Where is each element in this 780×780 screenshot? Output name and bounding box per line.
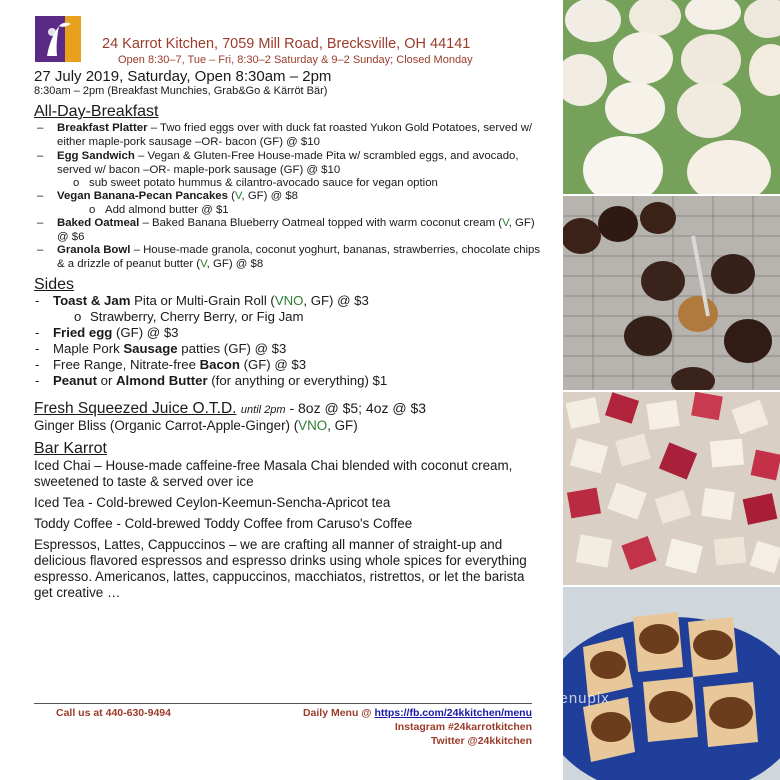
header-title: 24 Karrot Kitchen, 7059 Mill Road, Brecksville, OH 44141: [102, 36, 471, 52]
item-desc: Free Range, Nitrate-free: [53, 357, 200, 372]
item-desc: Ginger Bliss (Organic Carrot-Apple-Ginger) (: [34, 418, 299, 433]
juice-until: until 2pm: [240, 404, 286, 416]
photo-strip: [563, 0, 780, 780]
item-desc: - Cold-brewed Toddy Coffee from Caruso's Coffee: [112, 516, 413, 531]
service-hours: 8:30am – 2pm (Breakfast Munchies, Grab&Go & Kärröt Bär): [34, 85, 328, 97]
menu-subitem-almond-butter: o Add almond butter @ $1: [89, 204, 229, 216]
juice-heading: [34, 400, 426, 418]
twitter-handle: Twitter @24kkitchen: [430, 735, 532, 747]
menu-item-nut-butter: - Peanut or Almond Butter (for anything or everything) $1: [35, 373, 388, 388]
item-name: Granola Bowl: [57, 244, 131, 256]
item-desc: or: [96, 373, 117, 388]
item-name: Breakfast Platter: [57, 122, 148, 134]
item-name: Toddy Coffee: [34, 516, 113, 531]
item-desc: – Vegan & Gluten-Free House-made Pita w/ scrambled eggs, and avocado, served w/ bacon –OR- maple-pork sausage (GF) @ $10: [57, 150, 519, 176]
section-title-bar: Bar Karrot: [34, 440, 107, 457]
section-title-juice: Fresh Squeezed Juice O.T.D.: [34, 400, 237, 417]
section-title-breakfast: All-Day-Breakfast: [34, 103, 159, 120]
item-desc: Pita or Multi-Grain Roll (: [130, 293, 275, 308]
menu-item-pancakes: – Vegan Banana-Pecan Pancakes (V, GF) @ $8: [37, 190, 298, 202]
instagram-handle: Instagram #24karrotkitchen: [394, 721, 532, 733]
item-price: , GF) @ $8: [206, 257, 264, 270]
footer-phone: Call us at 440-630-9494: [56, 707, 171, 719]
eggs-photo: [563, 0, 780, 194]
item-desc: (: [227, 190, 235, 202]
item-desc: – Baked Banana Blueberry Oatmeal topped with warm coconut cream (: [139, 217, 503, 229]
menu-item-granola-bowl: – Granola Bowl – House-made granola, coconut yoghurt, bananas, strawberries, chocolate chips & a drizzle of peanut butter (V, GF) @ $8: [37, 244, 541, 270]
carrot-logo-icon: [35, 16, 81, 62]
item-desc: , GF): [327, 418, 358, 433]
item-name: Espressos, Lattes, Cappuccinos: [34, 537, 226, 552]
menu-item-toast-jam: - Toast & Jam Pita or Multi-Grain Roll (VNO, GF) @ $3: [35, 293, 369, 308]
menu-item-egg-sandwich: – Egg Sandwich – Vegan & Gluten-Free House-made Pita w/ scrambled eggs, and avocado, served w/ bacon –OR- maple-pork sausage (GF) @ $10: [37, 150, 519, 176]
item-price: patties (GF) @ $3: [177, 341, 287, 356]
item-price: , GF) @ $6: [57, 217, 535, 243]
item-price: (GF) @ $3: [112, 325, 179, 340]
opening-hours: Open 8:30–7, Tue – Fri, 8:30–2 Saturday & 9–2 Sunday; Closed Monday: [118, 54, 473, 66]
item-desc: – House-made caffeine-free Masala Chai blended with coconut cream, sweetened to taste & served over ice: [34, 458, 513, 489]
menu-item-baked-oatmeal: – Baked Oatmeal – Baked Banana Blueberry Oatmeal topped with warm coconut cream (V, GF) @ $6: [37, 217, 535, 243]
item-desc: – we are crafting all manner of straight-up and delicious flavored espressos and espresso drinks using whole spices for everything espresso. Americanos, lattes, cappuccinos, macchiatos, ristrettos, or let the barista get creative …: [34, 537, 527, 600]
footer-social: [303, 706, 532, 748]
item-desc: Maple Pork: [53, 341, 124, 356]
diet-tag: V: [200, 257, 207, 270]
diet-tag: V: [502, 217, 509, 229]
subitem-text: Strawberry, Cherry Berry, or Fig Jam: [90, 309, 304, 324]
menu-item-breakfast-platter: – Breakfast Platter – Two fried eggs over with duck fat roasted Yukon Gold Potatoes, served w/ either maple-pork sausage –OR- bacon (GF) @ $10: [37, 122, 533, 148]
menu-item-ginger-bliss: [34, 418, 544, 434]
item-name: Iced Tea: [34, 495, 85, 510]
date-line: 27 July 2019, Saturday, Open 8:30am – 2pm: [34, 68, 332, 85]
menu-subitem-jam-flavors: o Strawberry, Cherry Berry, or Fig Jam: [74, 309, 304, 324]
item-price: (for anything or everything) $1: [207, 373, 388, 388]
item-name: Toast & Jam: [53, 293, 131, 308]
section-title-sides: Sides: [34, 276, 75, 293]
diet-tag: V: [234, 190, 242, 202]
footer-divider: [34, 703, 532, 704]
subitem-text: Add almond butter @ $1: [105, 204, 229, 216]
item-name: Sausage: [123, 341, 178, 356]
menu-item-bacon: - Free Range, Nitrate-free Bacon (GF) @ $3: [35, 357, 307, 372]
watermark: menupix: [546, 690, 610, 707]
chopped-apples-photo: [563, 392, 780, 585]
item-price: , GF) @ $8: [241, 190, 298, 202]
item-price: , GF) @ $3: [303, 293, 369, 308]
subitem-text: sub sweet potato hummus & cilantro-avocado sauce for vegan option: [89, 177, 438, 189]
menu-item-iced-tea: [34, 495, 546, 511]
menu-item-iced-chai: [34, 458, 546, 490]
menu-item-espressos: [34, 537, 546, 601]
item-name: Fried egg: [53, 325, 113, 340]
menu-item-toddy-coffee: [34, 516, 546, 532]
muffins-in-bowl-photo: [563, 587, 780, 780]
menu-subitem-vegan-option: o sub sweet potato hummus & cilantro-avocado sauce for vegan option: [73, 177, 438, 189]
muffins-on-rack-photo: [563, 196, 780, 390]
daily-menu-label: Daily Menu @: [302, 707, 375, 719]
item-name: Baked Oatmeal: [57, 217, 140, 229]
diet-tag: VNO: [298, 418, 328, 433]
item-desc: – House-made granola, coconut yoghurt, bananas, strawberries, chocolate chips & a drizzle of peanut butter (: [57, 244, 541, 270]
item-name: Bacon: [199, 357, 240, 372]
item-name: Iced Chai: [34, 458, 91, 473]
item-name: Egg Sandwich: [57, 150, 135, 162]
diet-tag: VNO: [274, 293, 304, 308]
item-name: Almond Butter: [116, 373, 208, 388]
item-name: Vegan Banana-Pecan Pancakes: [57, 190, 228, 202]
juice-prices: - 8oz @ $5; 4oz @ $3: [285, 400, 427, 416]
menu-item-sausage: - Maple Pork Sausage patties (GF) @ $3: [35, 341, 287, 356]
item-desc: - Cold-brewed Ceylon-Keemun-Sencha-Apricot tea: [84, 495, 391, 510]
item-desc: – Two fried eggs over with duck fat roasted Yukon Gold Potatoes, served w/ either maple-pork sausage –OR- bacon (GF) @ $10: [57, 122, 533, 148]
item-price: (GF) @ $3: [239, 357, 307, 372]
item-name: Peanut: [53, 373, 97, 388]
menu-item-fried-egg: - Fried egg (GF) @ $3: [35, 325, 179, 340]
daily-menu-link[interactable]: https://fb.com/24kkitchen/menu: [374, 707, 532, 719]
